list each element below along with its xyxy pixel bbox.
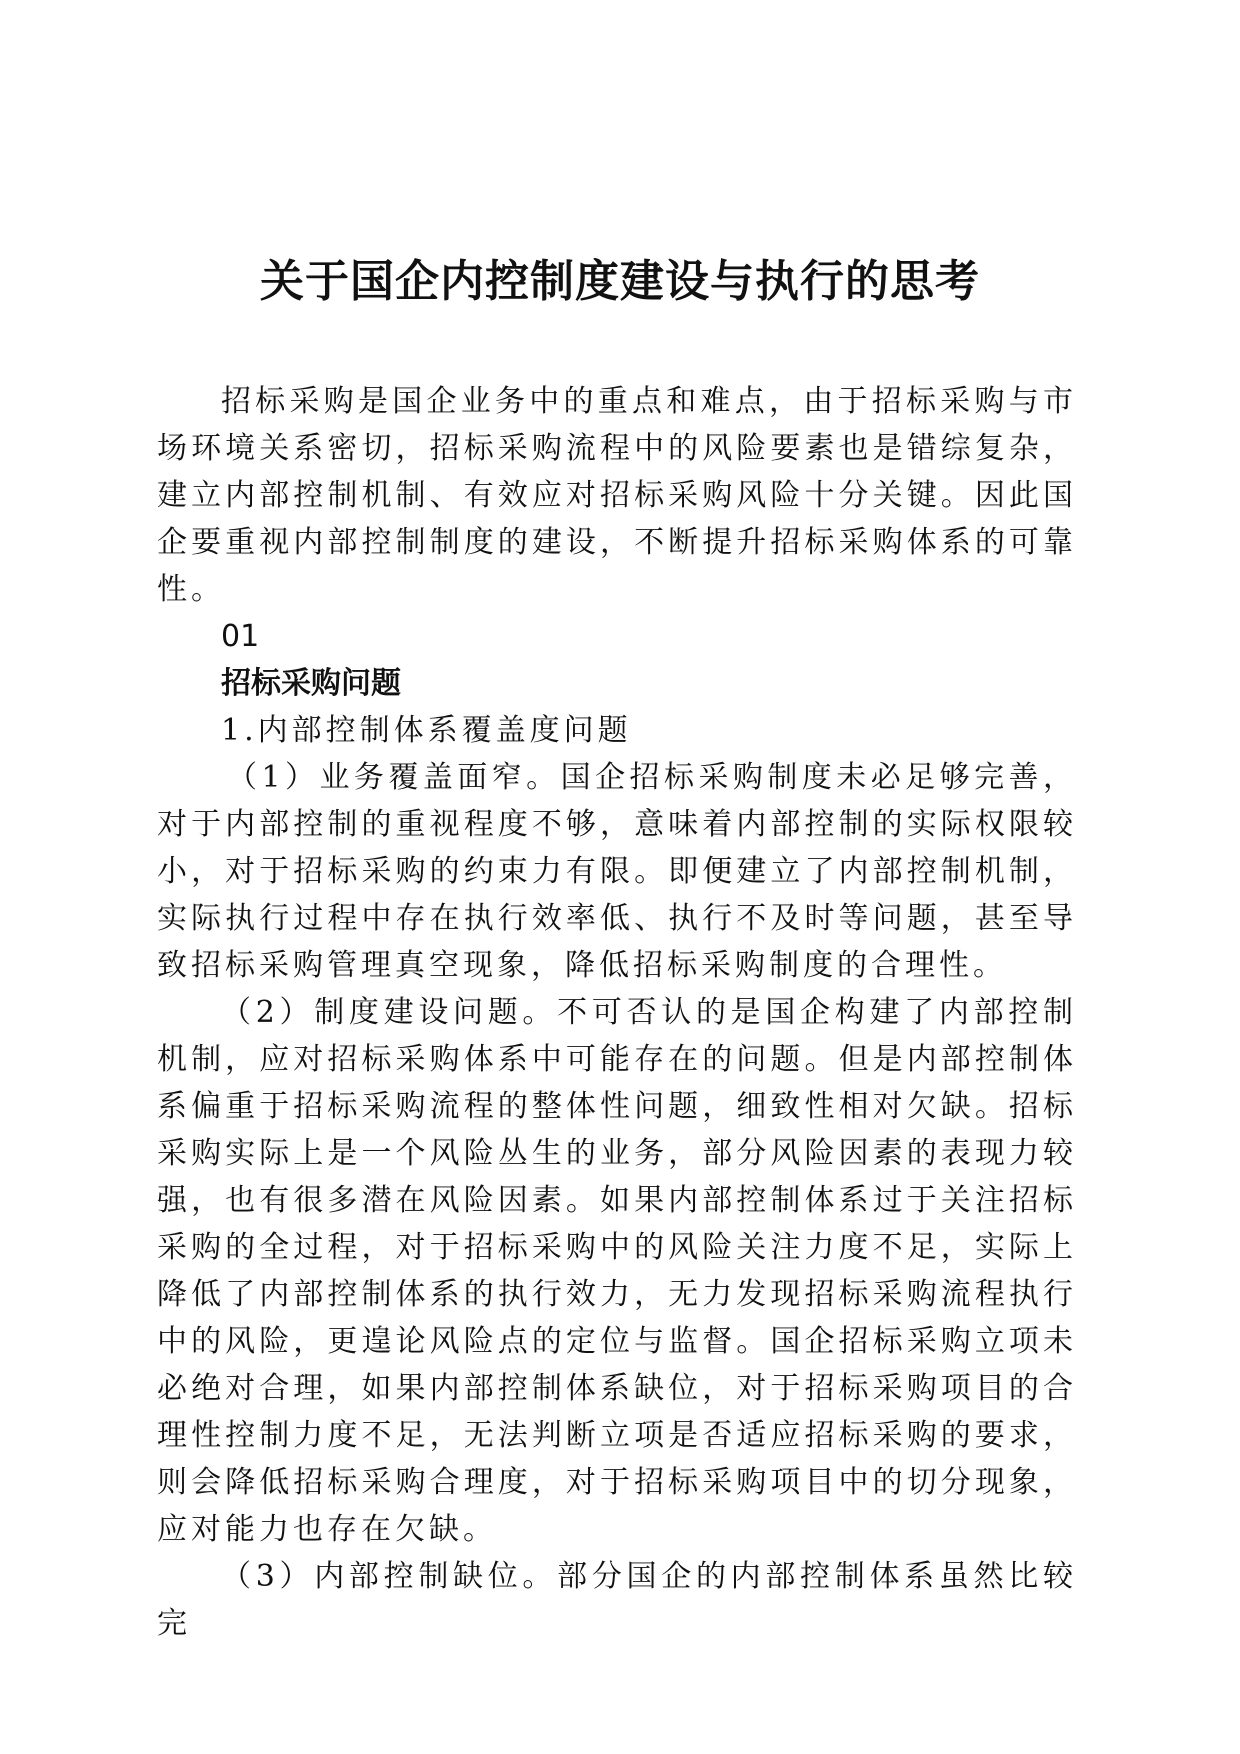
document-body (157, 378, 1077, 1647)
document-title: 关于国企内控制度建设与执行的思考 (260, 256, 980, 307)
body-paragraph: （1）业务覆盖面窄。国企招标采购制度未必足够完善，对于内部控制的重视程度不够，意味着内部控制的实际权限较小，对于招标采购的约束力有限。即便建立了内部控制机制，实际执行过程中存在执行效率低、执行不及时等问题，甚至导致招标采购管理真空现象，降低招标采购制度的合理性。 (157, 760, 1077, 983)
section-number: 01 (221, 619, 260, 654)
body-paragraph: （2）制度建设问题。不可否认的是国企构建了内部控制机制，应对招标采购体系中可能存在的问题。但是内部控制体系偏重于招标采购流程的整体性问题，细致性相对欠缺。招标采购实际上是一个风险丛生的业务，部分风险因素的表现力较强，也有很多潜在风险因素。如果内部控制体系过于关注招标采购的全过程，对于招标采购中的风险关注力度不足，实际上降低了内部控制体系的执行效力，无力发现招标采购流程执行中的风险，更遑论风险点的定位与监督。国企招标采购立项未必绝对合理，如果内部控制体系缺位，对于招标采购项目的合理性控制力度不足，无法判断立项是否适应招标采购的要求，则会降低招标采购合理度，对于招标采购项目中的切分现象，应对能力也存在欠缺。 (157, 995, 1077, 1547)
body-paragraph: （3）内部控制缺位。部分国企的内部控制体系虽然比较完 (157, 1559, 1077, 1641)
section-heading: 招标采购问题 (221, 666, 401, 701)
subsection-heading: 1.内部控制体系覆盖度问题 (221, 713, 632, 748)
intro-paragraph: 招标采购是国企业务中的重点和难点，由于招标采购与市场环境关系密切，招标采购流程中的风险要素也是错综复杂，建立内部控制机制、有效应对招标采购风险十分关键。因此国企要重视内部控制制度的建设，不断提升招标采购体系的可靠性。 (157, 384, 1077, 607)
